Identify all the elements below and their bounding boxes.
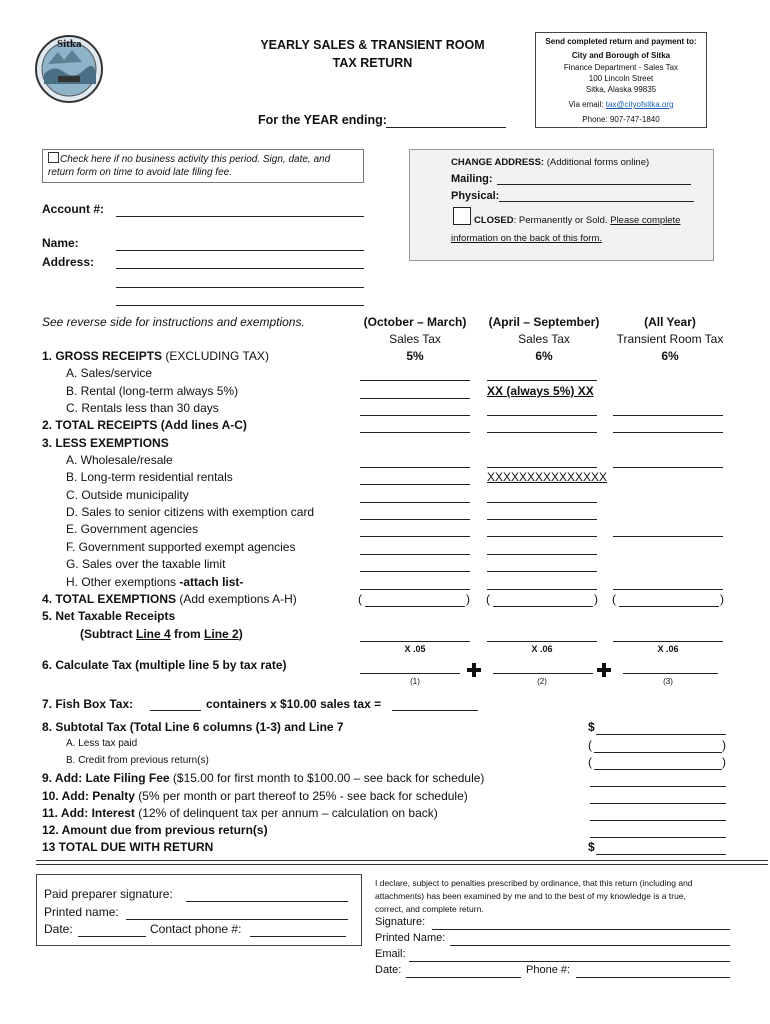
change-address-label: CHANGE ADDRESS: [451,157,545,168]
rate-col1: X .05 [404,644,426,654]
col1-line1c-field[interactable] [360,415,470,416]
preparer-printed-field[interactable] [126,919,348,920]
line3h-text: H. Other exemptions [66,575,180,589]
signature-field[interactable] [432,929,730,930]
physical-field[interactable] [499,201,694,202]
col3-line4-open: ( [612,592,616,606]
line10-bold: 10. Add: Penalty [42,789,135,803]
line3c-label: C. Outside municipality [66,488,189,502]
col1-line3a-field[interactable] [360,467,470,468]
preparer-phone-label: Contact phone #: [150,922,242,936]
year-ending-field[interactable] [386,127,506,128]
line8a-close: ) [722,738,726,752]
line3b-label: B. Long-term residential rentals [66,470,233,484]
line11-rest: (12% of delinquent tax per annum – calculation on back) [134,806,438,820]
line9-bold: 9. Add: Late Filing Fee [42,771,170,785]
change-address-note: (Additional forms online) [546,157,650,168]
line4-bold: 4. TOTAL EXEMPTIONS [42,592,177,606]
no-activity-line2: return form on time to avoid late filing fee. [48,167,232,178]
printed-name-label: Printed Name: [375,932,446,944]
line8a-label: A. Less tax paid [66,738,138,749]
line5-sub-b: Line 4 [136,627,171,641]
col2-line3b-blocked: XXXXXXXXXXXXXXX [487,470,608,484]
email-field[interactable] [409,961,730,962]
send-email-row [535,100,707,109]
col2-line3h-field[interactable] [487,589,597,590]
col1-header-3: 5% [406,349,424,363]
preparer-printed-label: Printed name: [44,905,119,919]
no-activity-text: Check here if no business activity this period. Sign, date, and [60,154,331,165]
no-activity-line1 [48,152,330,165]
line8a-open: ( [588,738,592,752]
col1-line3f-field[interactable] [360,554,470,555]
col3-header-1: (All Year) [644,315,696,329]
closed-instructions-1: Please complete [610,215,681,226]
signature-label: Signature: [375,916,426,928]
line10-rest: (5% per month or part thereof to 25% - see back for schedule) [134,789,468,803]
change-address-heading [451,157,649,168]
col1-line4-field[interactable] [365,606,465,607]
send-line3: 100 Lincoln Street [588,74,654,83]
send-heading: Send completed return and payment to: [545,37,697,46]
form-title-line1: YEARLY SALES & TRANSIENT ROOM [260,38,485,52]
preparer-signature-label: Paid preparer signature: [44,887,173,901]
address-field-3[interactable] [116,305,364,306]
col3-line2-field[interactable] [613,432,723,433]
declaration-text-2: attachments) has been examined by me and to the best of my knowledge is a true, [375,891,686,901]
line8b-label: B. Credit from previous return(s) [66,755,209,766]
col2-number: (2) [537,677,547,686]
address-field-1[interactable] [116,268,364,269]
declaration-text-3: correct, and complete return. [375,904,484,914]
col2-line3c-field[interactable] [487,502,597,503]
preparer-date-field[interactable] [78,936,146,937]
plus-icon [467,663,481,677]
line8b-field[interactable] [594,769,722,770]
col1-line3e-field[interactable] [360,536,470,537]
col1-header-1: (October – March) [363,315,467,329]
col2-line4-open: ( [486,592,490,606]
col1-line3h-field[interactable] [360,589,470,590]
address-field-2[interactable] [116,287,364,288]
date-label: Date: [375,964,402,976]
account-label: Account #: [42,202,105,216]
email-label: Via email: [568,100,604,109]
col1-line6-field[interactable] [360,673,460,674]
col2-line2-field[interactable] [487,432,597,433]
line11-bold: 11. Add: Interest [42,806,135,820]
col3-line4-close: ) [720,592,724,606]
col3-line3a-field[interactable] [613,467,723,468]
declaration-text-1: I declare, subject to penalties prescribed by ordinance, that this return (including and [375,878,693,888]
year-ending-label: For the YEAR ending: [258,113,387,127]
rate-col3: X .06 [657,644,679,654]
col2-header-1: (April – September) [488,315,600,329]
name-field[interactable] [116,250,364,251]
line9-field[interactable] [590,786,726,787]
plus-icon [597,663,611,677]
line5-sub-c: from [170,627,205,641]
email-link[interactable]: tax@cityofsitka.org [605,100,674,109]
rate-col2: X .06 [531,644,553,654]
col2-line5-field[interactable] [487,641,597,642]
col2-header-3: 6% [535,349,553,363]
closed-instructions-2: information on the back of this form. [451,233,603,244]
line8b-close: ) [722,755,726,769]
send-line2: Finance Department - Sales Tax [563,63,679,72]
col1-line4-close: ) [466,592,470,606]
line7-label: 7. Fish Box Tax: [42,697,134,711]
mailing-field[interactable] [497,184,691,185]
form-title-line2: TAX RETURN [332,56,413,70]
col3-line5-field[interactable] [613,641,723,642]
col1-line1a-field[interactable] [360,380,470,381]
section-divider [36,864,768,865]
line3-label: 3. LESS EXEMPTIONS [42,436,169,450]
line3h-label [66,575,243,589]
line1-label [42,349,269,363]
line13-label: 13 TOTAL DUE WITH RETURN [42,840,214,854]
line8b-open: ( [588,755,592,769]
date-field[interactable] [406,977,521,978]
col2-line4-close: ) [594,592,598,606]
col1-line3b-field[interactable] [360,484,470,485]
line5-label: 5. Net Taxable Receipts [42,609,176,623]
col2-line3d-field[interactable] [487,519,597,520]
line11-label [42,806,438,820]
phone-field[interactable] [576,977,730,978]
col3-line4-field[interactable] [619,606,719,607]
closed-label: CLOSED [474,215,514,226]
send-phone: Phone: 907-747-1840 [582,115,660,124]
col1-line4-open: ( [358,592,362,606]
line9-label [42,771,484,785]
line4-label [42,592,297,606]
line8-dollar: $ [588,720,595,734]
col1-number: (1) [410,677,420,686]
line9-rest: ($15.00 for first month to $100.00 – see back for schedule) [169,771,485,785]
line12-field[interactable] [590,837,726,838]
line5-sub [80,627,243,641]
send-line1: City and Borough of Sitka [571,51,671,60]
col3-number: (3) [663,677,673,686]
col1-line3g-field[interactable] [360,571,470,572]
col2-line3e-field[interactable] [487,536,597,537]
col3-line3e-field[interactable] [613,536,723,537]
line3f-label: F. Government supported exempt agencies [66,540,296,554]
col2-line1c-field[interactable] [487,415,597,416]
line13-field[interactable] [596,854,726,855]
phone-label: Phone #: [526,964,571,976]
line3d-label: D. Sales to senior citizens with exemption card [66,505,315,519]
line3h-bold: -attach list- [179,575,244,589]
col1-line2-field[interactable] [360,432,470,433]
physical-label: Physical: [451,190,500,202]
line7-rate-label: containers x $10.00 sales tax = [206,697,382,711]
line5-sub-e: ) [238,627,243,641]
preparer-signature-field[interactable] [186,901,348,902]
city-seal-logo [34,34,104,104]
line2-label: 2. TOTAL RECEIPTS (Add lines A-C) [42,418,247,432]
closed-row [474,215,680,226]
col1-line1b-field[interactable] [360,398,470,399]
line3g-label: G. Sales over the taxable limit [66,557,226,571]
line3e-label: E. Government agencies [66,522,199,536]
line13-dollar: $ [588,840,595,854]
closed-note: : Permanently or Sold. [513,215,608,226]
col2-line4-field[interactable] [493,606,593,607]
line8-label: 8. Subtotal Tax (Total Line 6 columns (1-3) and Line 7 [42,720,344,734]
fish-box-tax-field[interactable] [392,710,478,711]
line1c-label: C. Rentals less than 30 days [66,401,219,415]
preparer-date-label: Date: [44,922,73,936]
line10-field[interactable] [590,803,726,804]
col3-line1c-field[interactable] [613,415,723,416]
name-label: Name: [42,236,79,250]
mailing-label: Mailing: [451,173,493,185]
col3-header-2: Transient Room Tax [616,332,724,346]
line5-sub-a: (Subtract [80,627,137,641]
line8-field[interactable] [596,734,726,735]
col1-line3d-field[interactable] [360,519,470,520]
line11-field[interactable] [590,820,726,821]
closed-checkbox[interactable] [453,207,471,225]
col3-line3h-field[interactable] [613,589,723,590]
line1b-label: B. Rental (long-term always 5%) [66,384,239,398]
preparer-phone-field[interactable] [250,936,346,937]
col2-header-2: Sales Tax [518,332,570,346]
col2-line3a-field[interactable] [487,467,597,468]
col1-header-2: Sales Tax [389,332,441,346]
line8a-field[interactable] [594,752,722,753]
line1a-label: A. Sales/service [66,366,153,380]
col2-line3g-field[interactable] [487,571,597,572]
col1-line3c-field[interactable] [360,502,470,503]
line4-rest: (Add exemptions A-H) [176,592,297,606]
line1-rest: (EXCLUDING TAX) [162,349,269,363]
line6-label: 6. Calculate Tax (multiple line 5 by tax rate) [42,658,287,672]
col2-line6-field[interactable] [493,673,593,674]
address-label: Address: [42,255,95,269]
line12-label: 12. Amount due from previous return(s) [42,823,268,837]
col3-line6-field[interactable] [623,673,718,674]
printed-name-field[interactable] [450,945,730,946]
no-activity-checkbox[interactable] [48,152,59,163]
col2-line1b-blocked: XX (always 5%) XX [487,384,594,398]
col2-line3f-field[interactable] [487,554,597,555]
line10-label [42,789,468,803]
section-divider [36,860,768,861]
instructions-note: See reverse side for instructions and exemptions. [42,315,305,329]
email-field-label: Email: [375,948,406,960]
send-line4: Sitka, Alaska 99835 [585,85,657,94]
col2-line1a-field[interactable] [487,380,597,381]
col3-header-3: 6% [661,349,679,363]
line3a-label: A. Wholesale/resale [66,453,173,467]
col1-line5-field[interactable] [360,641,470,642]
account-field[interactable] [116,216,364,217]
line5-sub-d: Line 2 [204,627,239,641]
logo-text: Sitka [57,38,82,50]
line1-bold: 1. GROSS RECEIPTS [42,349,163,363]
fish-box-containers-field[interactable] [150,710,201,711]
